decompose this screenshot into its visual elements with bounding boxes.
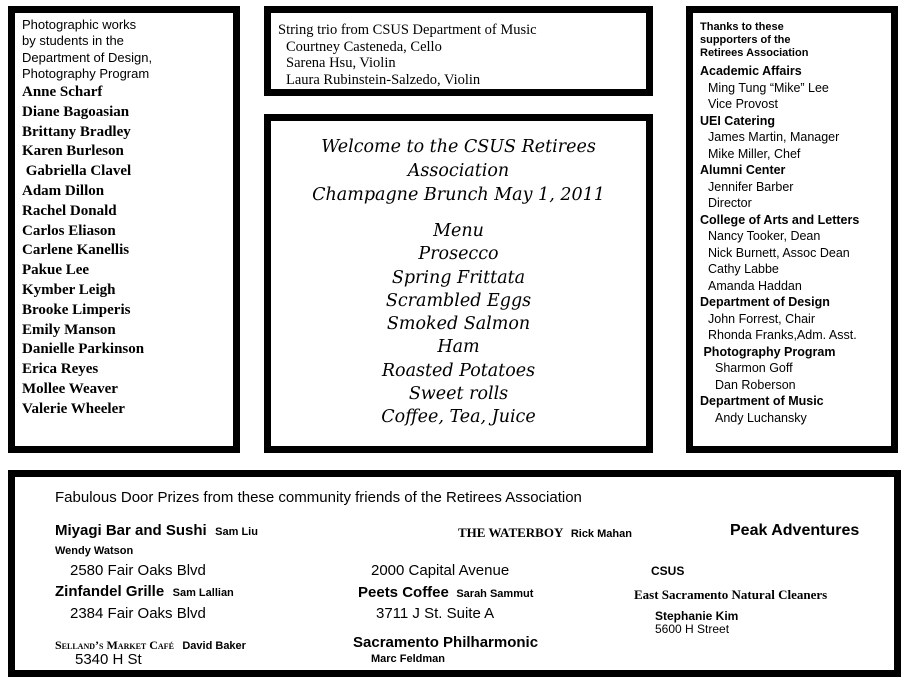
thanks-heading-line: supporters of the: [700, 34, 791, 46]
student-name: Gabriella Clavel: [22, 163, 132, 180]
supporter-name: Nancy Tooker, Dean: [708, 229, 821, 243]
supporter-name: Rhonda Franks,Adm. Asst.: [708, 328, 857, 342]
supporter-name: Andy Luchansky: [715, 410, 807, 425]
welcome-menu-panel: [264, 114, 653, 453]
supporter-name: Nick Burnett, Assoc Dean: [708, 245, 850, 260]
student-name: Mollee Weaver: [22, 380, 118, 397]
supporter-name: Ming Tung “Mike” Lee: [708, 80, 829, 95]
intro-line: Department of Design,: [22, 49, 153, 65]
photography-students-panel: [8, 6, 240, 453]
org-name: UEI Catering: [700, 113, 776, 128]
waterboy-sponsor: [458, 524, 632, 542]
sponsor-contact: Marc Feldman: [371, 653, 445, 665]
sponsor-name: Miyagi Bar and Sushi: [55, 522, 207, 539]
sponsor-contact: Sam Liu: [215, 526, 258, 538]
supporter-name: Mike Miller, Chef: [708, 146, 801, 161]
intro-line: by students in the: [22, 33, 124, 49]
zinfandel-sponsor: [55, 583, 234, 601]
peets-sponsor: [358, 584, 533, 602]
trio-member: Laura Rubinstein-Salzedo, Violin: [286, 71, 481, 88]
welcome-text: [271, 135, 646, 207]
thanks-heading-line: Retirees Association: [700, 47, 809, 59]
menu-item: Roasted Potatoes: [381, 360, 536, 381]
student-name: Brooke Limperis: [22, 301, 131, 318]
sponsor-name: Selland’s Market Café: [55, 638, 174, 652]
sponsor-contact: Rick Mahan: [570, 528, 632, 540]
intro-line: Photography Program: [22, 66, 150, 82]
thanks-supporters-panel: [686, 6, 898, 453]
menu-item: Ham: [437, 337, 480, 358]
sponsor-name: Sacramento Philharmonic: [353, 634, 539, 651]
welcome-line: Champagne Brunch May 1, 2011: [312, 185, 605, 205]
student-name: Adam Dillon: [22, 182, 105, 199]
string-trio-panel: [264, 6, 653, 96]
thanks-heading: [700, 21, 808, 60]
student-name: Pakue Lee: [22, 262, 90, 279]
sponsor-name: Peak Adventures: [730, 522, 860, 539]
sponsor-name: East Sacramento Natural Cleaners: [634, 587, 828, 602]
student-name: Carlos Eliason: [22, 222, 116, 239]
supporter-name: Director: [708, 196, 752, 210]
trio-text: [278, 22, 537, 88]
student-name: Valerie Wheeler: [22, 400, 125, 417]
org-name: Academic Affairs: [700, 64, 802, 78]
supporter-name: Amanda Haddan: [708, 278, 802, 293]
student-name: Diane Bagoasian: [22, 103, 130, 120]
menu-item: Smoked Salmon: [386, 314, 531, 335]
student-name: Erica Reyes: [22, 361, 99, 378]
prizes-heading: Fabulous Door Prizes from these community friends of the Retirees Association: [55, 489, 582, 506]
sponsor-name: Zinfandel Grille: [55, 583, 165, 600]
intro-line: Photographic works: [22, 17, 137, 32]
thanks-heading-line: Thanks to these: [700, 21, 784, 33]
org-name: Photography Program: [700, 344, 836, 359]
supporter-name: Dan Roberson: [715, 377, 796, 392]
menu-item: Spring Frittata: [391, 267, 526, 288]
supporter-name: Jennifer Barber: [708, 179, 794, 194]
trio-heading: String trio from CSUS Department of Music: [278, 22, 537, 38]
sponsor-name: THE WATERBOY: [458, 525, 564, 540]
student-name: Anne Scharf: [22, 84, 103, 100]
student-name: Karen Burleson: [22, 143, 124, 160]
supporter-name: Sharmon Goff: [715, 361, 793, 375]
student-name: Rachel Donald: [22, 202, 117, 219]
welcome-line: Welcome to the CSUS Retirees: [321, 137, 596, 157]
sponsor-contact: Sarah Sammut: [456, 588, 534, 600]
sponsor-contact: Stephanie Kim: [655, 609, 739, 623]
org-name: Department of Music: [700, 394, 824, 408]
menu-item: Scrambled Eggs: [385, 290, 532, 311]
photography-intro: [22, 17, 152, 83]
sponsor-contact: Sam Lallian: [172, 587, 234, 599]
menu-item: Sweet rolls: [408, 384, 509, 405]
sponsor-affiliation: CSUS: [651, 564, 685, 578]
supporter-name: Cathy Labbe: [708, 262, 779, 276]
trio-member: Courtney Casteneda, Cello: [286, 38, 442, 55]
sponsor-address: 5600 H Street: [655, 622, 730, 636]
sponsor-address: 5340 H St: [75, 651, 142, 668]
org-name: Department of Design: [700, 295, 830, 309]
sponsor-address: 2580 Fair Oaks Blvd: [70, 562, 206, 579]
student-name: Emily Manson: [22, 321, 116, 338]
menu-list: [271, 220, 646, 430]
sponsor-contact: David Baker: [182, 640, 246, 652]
student-name: Kymber Leigh: [22, 281, 116, 298]
miyagi-sponsor: [55, 522, 258, 540]
menu-title: Menu: [433, 221, 484, 241]
door-prizes-panel: [8, 470, 901, 677]
sponsor-name: Peets Coffee: [358, 584, 449, 601]
student-list: [22, 83, 144, 420]
sponsor-address: 2000 Capital Avenue: [371, 562, 510, 579]
welcome-line: Association: [407, 161, 510, 181]
sponsor-address: 3711 J St. Suite A: [376, 605, 495, 622]
student-name: Carlene Kanellis: [22, 242, 130, 259]
supporter-name: John Forrest, Chair: [708, 311, 815, 326]
supporter-name: Vice Provost: [708, 97, 778, 111]
student-name: Brittany Bradley: [22, 123, 131, 140]
thanks-groups: [700, 63, 859, 426]
sponsor-address: 2384 Fair Oaks Blvd: [70, 605, 206, 622]
org-name: Alumni Center: [700, 163, 786, 177]
org-name: College of Arts and Letters: [700, 212, 860, 227]
trio-member: Sarena Hsu, Violin: [286, 55, 396, 71]
sponsor-contact: Wendy Watson: [55, 545, 134, 557]
supporter-name: James Martin, Manager: [708, 130, 840, 144]
menu-item: Coffee, Tea, Juice: [381, 407, 536, 428]
student-name: Danielle Parkinson: [22, 341, 145, 358]
menu-item: Prosecco: [418, 244, 499, 265]
